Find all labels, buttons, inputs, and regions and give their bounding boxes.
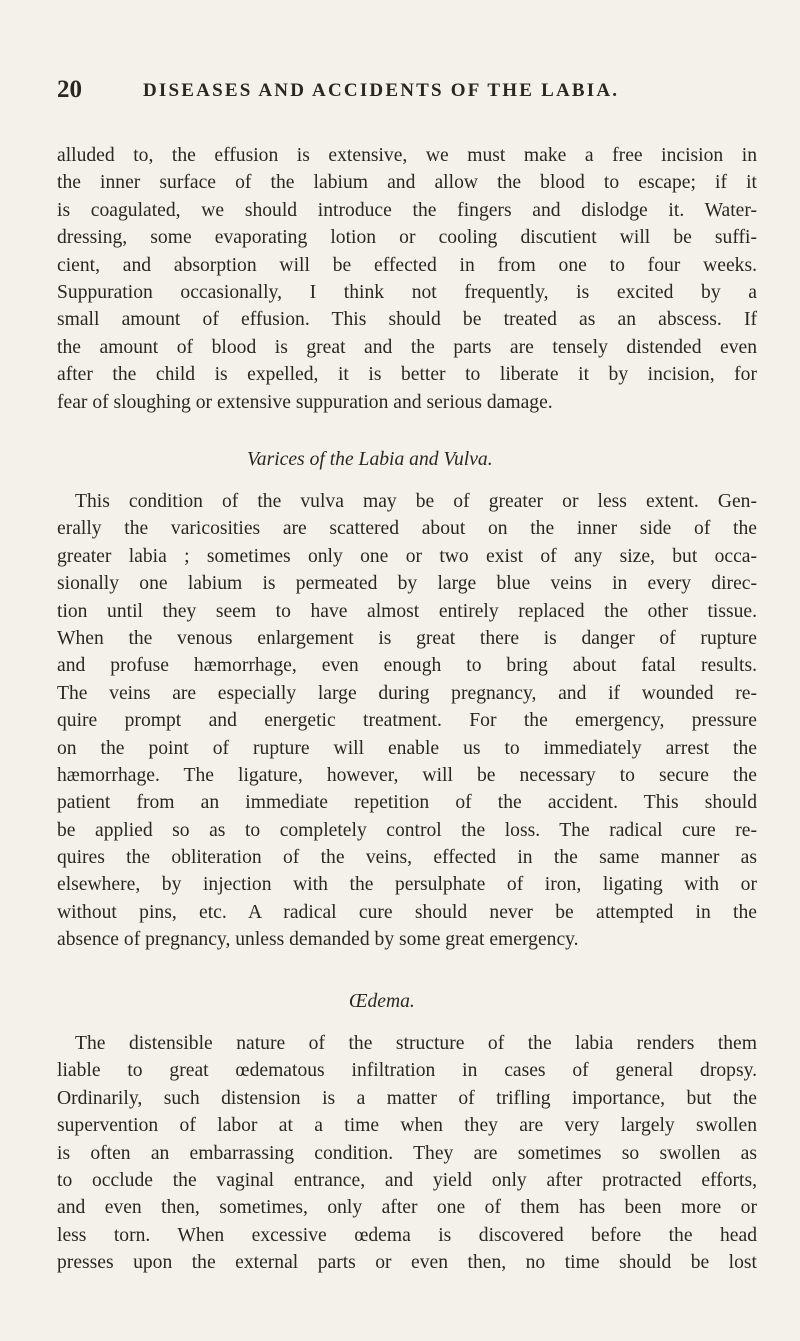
- text-line: sionally one labium is permeated by large blue veins in every direc-: [57, 573, 757, 595]
- text-line: the inner surface of the labium and allow the blood to escape; if it: [57, 172, 757, 194]
- text-line: after the child is expelled, it is better to liberate it by incision, for: [57, 364, 757, 386]
- text-line: to occlude the vaginal entrance, and yield only after protracted efforts,: [57, 1169, 757, 1191]
- section-heading-varices: Varices of the Labia and Vulva.: [247, 449, 493, 470]
- text-line: erally the varicosities are scattered about on the inner side of the: [57, 518, 757, 540]
- page-number: 20: [57, 76, 82, 103]
- text-line: on the point of rupture will enable us to immediately arrest the: [57, 737, 757, 759]
- text-line: elsewhere, by injection with the persulphate of iron, ligating with or: [57, 874, 757, 896]
- paragraph-1: [57, 142, 757, 416]
- text-line: dressing, some evaporating lotion or cooling discutient will be suffi-: [57, 227, 757, 249]
- text-line: The distensible nature of the structure of the labia renders them: [75, 1033, 757, 1054]
- text-line: is coagulated, we should introduce the fingers and dislodge it. Water-: [57, 199, 757, 221]
- text-line: and profuse hæmorrhage, even enough to bring about fatal results.: [57, 655, 757, 677]
- text-line: hæmorrhage. The ligature, however, will be necessary to secure the: [57, 764, 757, 786]
- text-line: absence of pregnancy, unless demanded by some great emergency.: [57, 929, 579, 951]
- text-line: and even then, sometimes, only after one of them has been more or: [57, 1197, 757, 1219]
- text-line: cient, and absorption will be effected in from one to four weeks.: [57, 254, 757, 276]
- text-line: patient from an immediate repetition of the accident. This should: [57, 792, 757, 814]
- text-line: is often an embarrassing condition. They are sometimes so swollen as: [57, 1142, 757, 1164]
- text-line: fear of sloughing or extensive suppuration and serious damage.: [57, 391, 553, 413]
- section-heading-oedema: Œdema.: [349, 991, 415, 1012]
- text-line: Suppuration occasionally, I think not frequently, is excited by a: [57, 281, 757, 303]
- text-line: quires the obliteration of the veins, effected in the same manner as: [57, 847, 757, 869]
- text-line: The veins are especially large during pregnancy, and if wounded re-: [57, 682, 757, 704]
- text-line: presses upon the external parts or even then, no time should be lost: [57, 1252, 757, 1274]
- text-line: the amount of blood is great and the parts are tensely distended even: [57, 336, 757, 358]
- paragraph-3: [57, 1030, 757, 1277]
- paragraph-2: [57, 488, 757, 954]
- text-line: be applied so as to completely control the loss. The radical cure re-: [57, 819, 757, 841]
- text-line: Ordinarily, such distension is a matter of trifling importance, but the: [57, 1087, 757, 1109]
- text-line: quire prompt and energetic treatment. For the emergency, pressure: [57, 710, 757, 732]
- text-line: small amount of effusion. This should be treated as an abscess. If: [57, 309, 757, 331]
- text-line: When the venous enlargement is great there is danger of rupture: [57, 627, 757, 649]
- text-line: liable to great œdematous infiltration in cases of general dropsy.: [57, 1060, 757, 1082]
- text-line: This condition of the vulva may be of greater or less extent. Gen-: [75, 491, 757, 512]
- text-line: less torn. When excessive œdema is discovered before the head: [57, 1224, 757, 1246]
- running-header: [57, 76, 757, 106]
- text-line: greater labia ; sometimes only one or two exist of any size, but occa-: [57, 545, 757, 567]
- text-line: alluded to, the effusion is extensive, we must make a free incision in: [57, 145, 757, 166]
- text-line: supervention of labor at a time when they are very largely swollen: [57, 1115, 757, 1137]
- text-line: without pins, etc. A radical cure should never be attempted in the: [57, 901, 757, 923]
- running-title: DISEASES AND ACCIDENTS OF THE LABIA.: [143, 80, 620, 101]
- text-line: tion until they seem to have almost entirely replaced the other tissue.: [57, 600, 757, 622]
